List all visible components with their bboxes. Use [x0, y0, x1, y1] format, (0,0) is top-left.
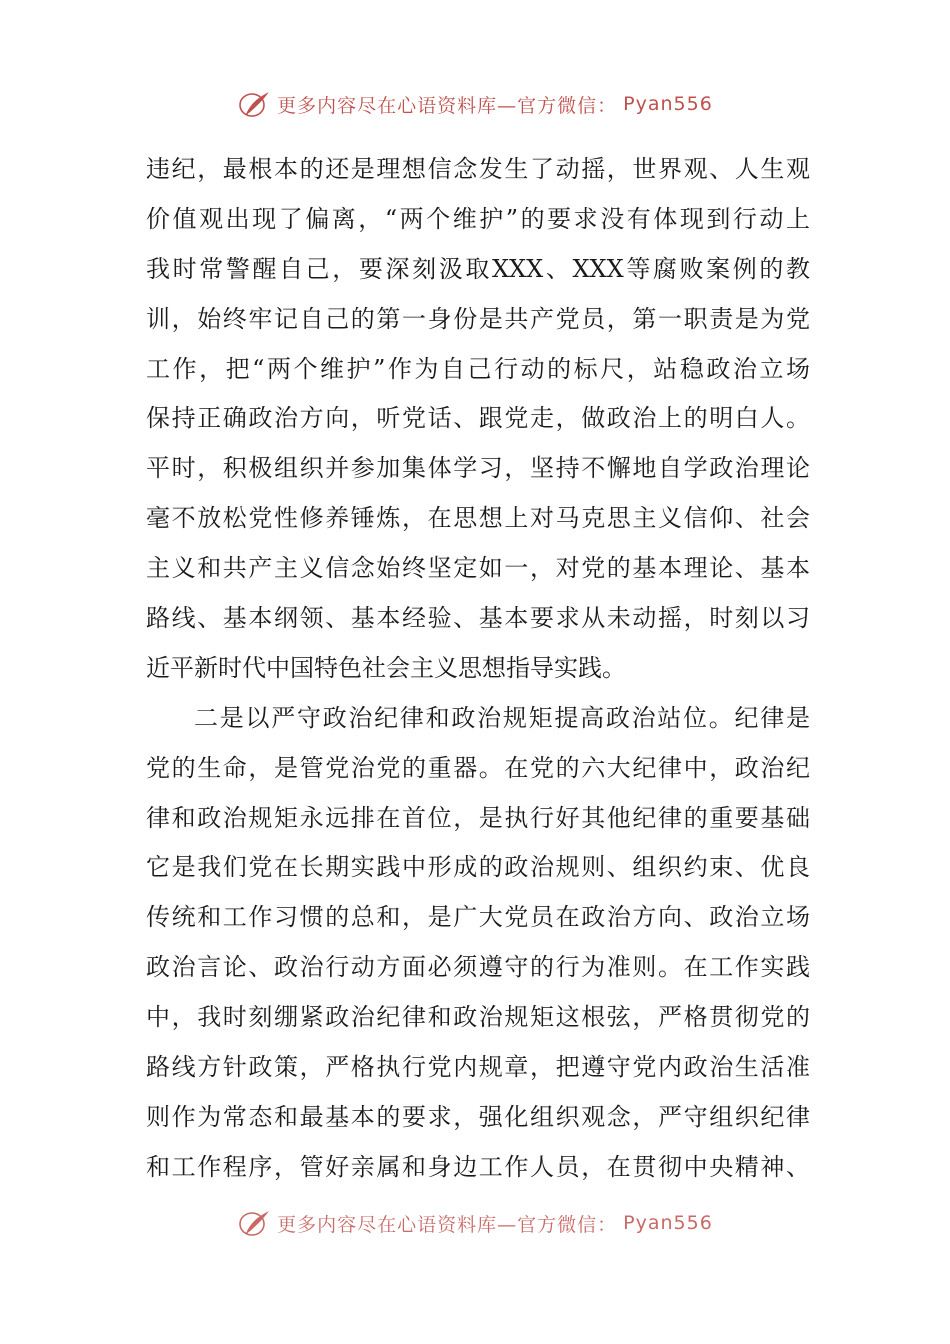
quill-logo-icon: [237, 88, 273, 120]
text-line: 平时，积极组织并参加集体学习，坚持不懈地自学政治理论: [146, 454, 810, 483]
watermark-text: 更多内容尽在心语资料库—官方微信：: [277, 1213, 618, 1236]
text-line: 工作，把“两个维护”作为自己行动的标尺，站稳政治立场: [146, 354, 810, 383]
text-line: 则作为常态和最基本的要求，强化组织观念，严守组织纪律: [146, 1102, 810, 1131]
paragraph-start-line: 二是以严守政治纪律和政治规矩提高政治站位。纪律是: [194, 703, 810, 732]
text-line: 政治言论、政治行动方面必须遵守的行为准则。在工作实践: [146, 953, 810, 982]
text-line: 路线方针政策，严格执行党内规章，把遵守党内政治生活准: [146, 1053, 810, 1082]
text-line: 训，始终牢记自己的第一身份是共产党员，第一职责是为党: [146, 304, 810, 333]
document-body: [146, 145, 810, 1193]
header-watermark: [0, 84, 950, 124]
watermark-wechat-id: Pyan556: [623, 93, 713, 115]
text-line: 中，我时刻绷紧政治纪律和政治规矩这根弦，严格贯彻党的: [146, 1003, 810, 1032]
footer-watermark: [0, 1203, 950, 1243]
text-line: 传统和工作习惯的总和，是广大党员在政治方向、政治立场: [146, 903, 810, 932]
text-line: 价值观出现了偏离，“两个维护”的要求没有体现到行动上: [146, 204, 810, 233]
text-line: 毫不放松党性修养锤炼，在思想上对马克思主义信仰、社会: [146, 504, 810, 533]
text-line: 路线、基本纲领、基本经验、基本要求从未动摇，时刻以习: [146, 604, 810, 633]
text-line: 违纪，最根本的还是理想信念发生了动摇，世界观、人生观: [146, 155, 810, 183]
watermark-wechat-id: Pyan556: [623, 1212, 713, 1234]
text-line: 它是我们党在长期实践中形成的政治规则、组织约束、优良: [146, 853, 810, 882]
quill-logo-icon: [237, 1207, 273, 1239]
text-line: 主义和共产主义信念始终坚定如一，对党的基本理论、基本: [146, 554, 810, 583]
text-line: 党的生命，是管党治党的重器。在党的六大纪律中，政治纪: [146, 753, 810, 782]
text-line: 和工作程序，管好亲属和身边工作人员，在贯彻中央精神、: [146, 1152, 810, 1181]
text-line: 近平新时代中国特色社会主义思想指导实践。: [146, 653, 626, 682]
text-line: 保持正确政治方向，听党话、跟党走，做政治上的明白人。: [146, 404, 810, 433]
watermark-text: 更多内容尽在心语资料库—官方微信：: [277, 94, 618, 117]
text-line: 律和政治规矩永远排在首位，是执行好其他纪律的重要基础: [146, 803, 810, 832]
text-line: 我时常警醒自己，要深刻汲取XXX、XXX等腐败案例的教: [146, 254, 810, 283]
